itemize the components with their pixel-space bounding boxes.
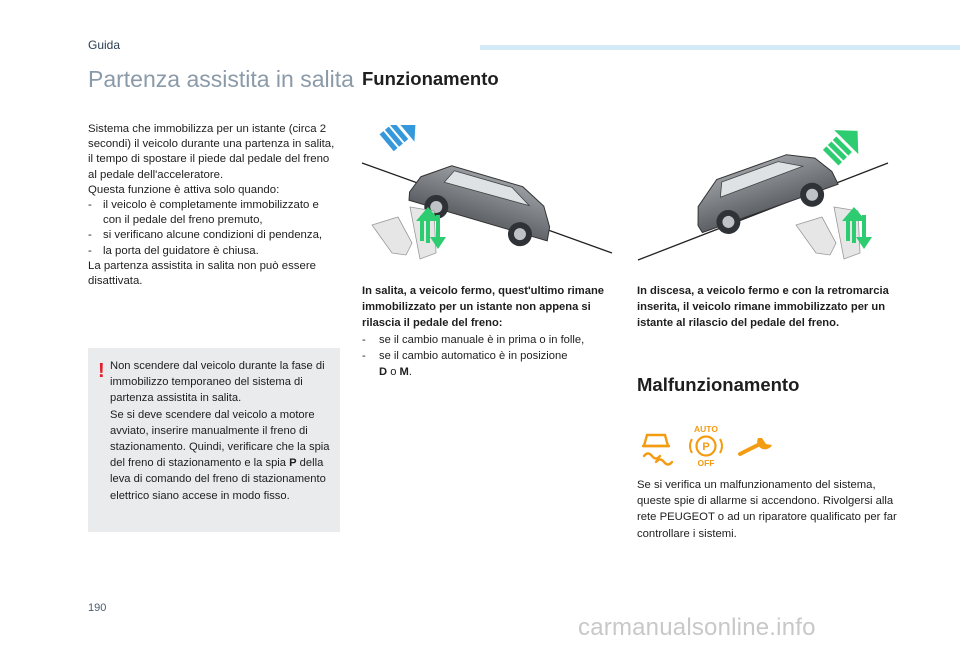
gear-d: D	[379, 366, 388, 379]
warning-lamps	[640, 424, 780, 468]
arrow-icon	[376, 125, 427, 156]
auto-label: AUTO	[694, 424, 718, 434]
gear-end: .	[408, 366, 412, 379]
wrench-icon	[740, 438, 772, 454]
warning-text-part: della leva di comando del freno di stazionamento elettrico siano accese in modo fisso.	[110, 457, 326, 502]
warning-text-part: Se si deve scendere dal veicolo a motore avviato, inserire manualmente il freno di stazionamento. Quindi, verificare che la spia del freno di stazionamento e la spia	[110, 408, 330, 470]
gear-or: o	[387, 366, 400, 379]
intro-text	[88, 122, 340, 289]
hill-start-illustration	[360, 125, 910, 280]
intro-paragraph: Sistema che immobilizza per un istante (circa 2 secondi) il veicolo durante una partenza in salita, il tempo di spostare il piede dal pedale del freno al pedale dell'acceleratore.	[88, 123, 335, 181]
uphill-caption	[362, 283, 610, 380]
gear-m: M	[399, 366, 409, 379]
intro-condition: Questa funzione è attiva solo quando:	[88, 183, 280, 196]
list-item: - il veicolo è completamente immobilizzato e con il pedale del freno premuto,	[88, 198, 340, 228]
list-item: - se il cambio automatico è in posizione	[362, 348, 610, 364]
arrow-icon	[819, 125, 870, 170]
gear-positions	[362, 364, 610, 380]
uphill-scene	[362, 125, 612, 259]
page-title: Partenza assistita in salita	[88, 66, 354, 92]
list-item: - si verificano alcune condizioni di pendenza,	[88, 228, 340, 243]
warning-paragraph: Non scendere dal veicolo durante la fase di immobilizzo temporaneo del sistema di partenza assistita in salita.	[110, 360, 325, 405]
parking-lamp-letter: P	[289, 457, 297, 470]
downhill-scene	[638, 125, 888, 260]
warning-text	[110, 358, 332, 504]
downhill-caption: In discesa, a veicolo fermo e con la retromarcia inserita, il veicolo rimane immobilizzato per un istante al rilascio del pedale del freno.	[637, 285, 889, 330]
skid-car-icon	[643, 435, 672, 465]
list-item: - la porta del guidatore è chiusa.	[88, 244, 340, 259]
section-label: Guida	[88, 38, 121, 52]
parking-brake-auto-icon	[690, 424, 722, 468]
list-item: - se il cambio manuale è in prima o in folle,	[362, 332, 610, 348]
off-label: OFF	[697, 458, 715, 468]
uphill-gear-list	[362, 332, 610, 364]
watermark: carmanualsonline.info	[578, 614, 816, 641]
page-number: 190	[88, 602, 107, 614]
warning-paragraph	[110, 407, 332, 504]
warning-icon: !	[98, 360, 105, 382]
section-title-funzionamento: Funzionamento	[362, 68, 499, 89]
section-title-malfunzionamento: Malfunzionamento	[637, 374, 800, 395]
p-label: P	[702, 441, 710, 453]
malfunction-text: Se si verifica un malfunzionamento del sistema, queste spie di allarme si accendono. Rivolgersi alla rete PEUGEOT o ad un riparatore qualificato per far controllare i sistemi.	[637, 479, 897, 540]
uphill-caption-text: In salita, a veicolo fermo, quest'ultimo rimane immobilizzato per un istante non appena si rilascia il pedale del freno:	[362, 285, 605, 330]
warning-box	[88, 348, 340, 532]
intro-note: La partenza assistita in salita non può essere disattivata.	[88, 259, 316, 288]
header-bar	[480, 45, 960, 50]
condition-list	[88, 198, 340, 259]
